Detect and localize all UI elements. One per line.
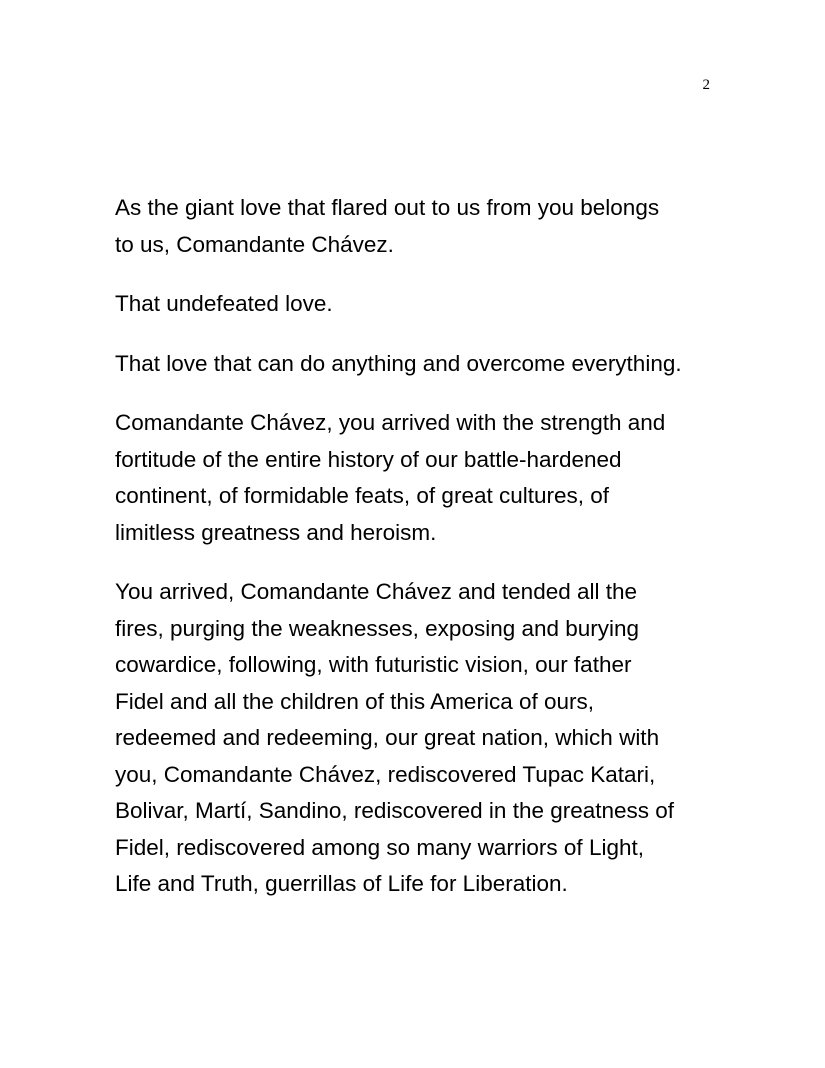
text-line: Bolivar, Martí, Sandino, rediscovered in the greatness of xyxy=(115,798,675,823)
text-line: limitless greatness and heroism. xyxy=(115,519,437,545)
text-line: redeemed and redeeming, our great nation, which with xyxy=(115,725,660,750)
text-line: You arrived, Comandante Chávez and tended all the xyxy=(115,579,638,604)
text-line: That undefeated love. xyxy=(115,291,333,316)
paragraph xyxy=(115,190,715,263)
text-line: That love that can do anything and overcome everything. xyxy=(115,350,682,376)
text-line: you, Comandante Chávez, rediscovered Tupac Katari, xyxy=(115,761,656,787)
text-line: Life and Truth, guerrillas of Life for Liberation. xyxy=(115,871,568,896)
text-line: Comandante Chávez, you arrived with the strength and xyxy=(115,410,666,435)
document-body xyxy=(115,190,715,926)
text-line: Fidel and all the children of this America of ours, xyxy=(115,688,594,714)
text-line: fortitude of the entire history of our battle-hardened xyxy=(115,446,622,472)
text-line: cowardice, following, with futuristic vision, our father xyxy=(115,652,632,677)
paragraph xyxy=(115,286,715,323)
text-line: to us, Comandante Chávez. xyxy=(115,231,394,257)
text-line: Fidel, rediscovered among so many warriors of Light, xyxy=(115,834,644,860)
text-line: continent, of formidable feats, of great cultures, of xyxy=(115,483,610,508)
text-line: As the giant love that flared out to us from you belongs xyxy=(115,195,660,220)
paragraph xyxy=(115,346,715,383)
text-line: fires, purging the weaknesses, exposing and burying xyxy=(115,615,640,641)
page-number: 2 xyxy=(702,77,710,93)
paragraph xyxy=(115,405,715,551)
paragraph xyxy=(115,574,715,903)
